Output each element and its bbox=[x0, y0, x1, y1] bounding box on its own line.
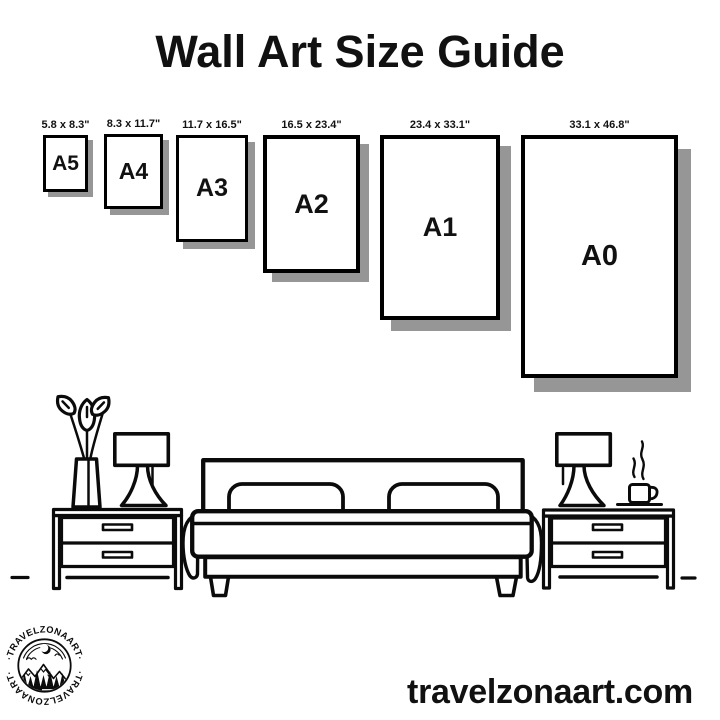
page-title: Wall Art Size Guide bbox=[155, 26, 565, 77]
vase-with-plant bbox=[53, 392, 113, 507]
logo-text-bottom: ·TRAVELZONAART· bbox=[3, 670, 86, 707]
paper-size-a5-dimensions: 5.8 x 8.3" bbox=[41, 119, 90, 131]
website-url: travelzonaart.com bbox=[407, 673, 693, 711]
paper-size-a1-dimensions: 23.4 x 33.1" bbox=[409, 119, 471, 131]
nightstand-left-leg-right bbox=[176, 516, 182, 589]
lamp-right-base bbox=[560, 466, 604, 506]
nightstand-right-drawers bbox=[552, 518, 666, 567]
vase bbox=[73, 459, 100, 507]
paper-size-a2 bbox=[263, 119, 360, 273]
bed-pillow-left bbox=[229, 484, 343, 522]
nightstand-left-handle-top bbox=[103, 525, 132, 531]
bed-pillow-right bbox=[389, 484, 498, 522]
lamp-left-shade bbox=[115, 434, 169, 466]
nightstand-left-drawers bbox=[62, 518, 174, 567]
paper-size-a1-label: A1 bbox=[380, 135, 500, 320]
table-lamp-left bbox=[115, 434, 169, 506]
nightstand-right-handle-top bbox=[593, 525, 622, 531]
moon-icon bbox=[40, 644, 48, 652]
blanket-drape-right bbox=[526, 514, 542, 581]
leaf-center bbox=[79, 400, 94, 431]
paper-size-a3-dimensions: 11.7 x 16.5" bbox=[182, 119, 242, 131]
bed bbox=[183, 460, 542, 595]
leaf-left bbox=[53, 392, 79, 418]
nightstand-right-handle-bottom bbox=[593, 552, 622, 558]
paper-size-a2-label: A2 bbox=[263, 135, 360, 273]
nightstand-right-leg-right bbox=[668, 516, 674, 588]
table-lamp-right bbox=[557, 434, 611, 506]
plant-stem-left bbox=[70, 413, 84, 458]
bed-mattress bbox=[192, 511, 532, 557]
nightstand-right-leg-left bbox=[544, 516, 550, 588]
nightstand-left-leg-left bbox=[54, 516, 60, 589]
paper-size-a0-label: A0 bbox=[521, 135, 678, 378]
paper-size-a0 bbox=[521, 119, 678, 378]
cup-handle bbox=[649, 487, 657, 498]
steam-icon bbox=[633, 459, 635, 478]
bed-headboard bbox=[203, 460, 523, 512]
lamp-right-shade bbox=[557, 434, 611, 466]
cup-body bbox=[630, 485, 650, 503]
nightstand-left-top bbox=[54, 510, 182, 516]
paper-size-a4 bbox=[104, 118, 163, 209]
paper-size-a4-label: A4 bbox=[104, 134, 163, 209]
paper-size-a3-label: A3 bbox=[176, 135, 248, 242]
bed-leg-left bbox=[211, 577, 229, 596]
lamp-left-base bbox=[122, 466, 167, 506]
coffee-cup bbox=[618, 442, 662, 505]
nightstand-right-top bbox=[544, 510, 674, 516]
paper-size-a5 bbox=[41, 119, 90, 192]
leaf-right bbox=[88, 393, 114, 419]
blanket-drape-left bbox=[183, 514, 198, 578]
plant-stem-right bbox=[91, 414, 103, 458]
paper-size-a2-dimensions: 16.5 x 23.4" bbox=[281, 119, 342, 131]
paper-size-a0-dimensions: 33.1 x 46.8" bbox=[569, 119, 630, 131]
nightstand-right bbox=[544, 510, 674, 588]
paper-size-a4-dimensions: 8.3 x 11.7" bbox=[106, 118, 161, 130]
paper-size-a1 bbox=[380, 119, 500, 320]
paper-size-a3 bbox=[176, 119, 248, 242]
bed-leg-right bbox=[497, 577, 517, 596]
steam-icon bbox=[641, 442, 644, 480]
nightstand-left bbox=[54, 510, 182, 589]
brand-logo bbox=[2, 623, 87, 708]
bed-frame bbox=[205, 557, 521, 577]
logo-text-top: ·TRAVELZONAART· bbox=[3, 624, 86, 661]
paper-size-a5-label: A5 bbox=[43, 135, 88, 192]
nightstand-left-handle-bottom bbox=[103, 552, 132, 558]
